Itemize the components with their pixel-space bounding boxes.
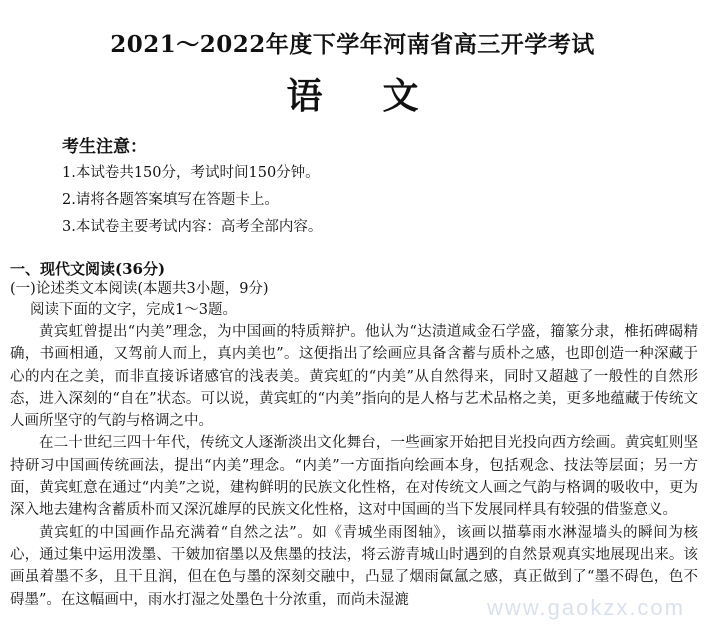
exam-title: 2021～2022年度下学年河南省高三开学考试 — [110, 31, 595, 58]
section-heading: 一、现代文阅读(36分) — [10, 260, 166, 278]
candidate-notice — [62, 134, 662, 241]
passage-paragraph: 在二十世纪三四十年代，传统文人逐渐淡出文化舞台，一些画家开始把目光投向西方绘画。黄宾虹则坚持研习中国画传统画法，提出“内美”理念。“内美”一方面指向绘画本身，包括观念、技法等层面；另一方面，黄宾虹意在通过“内美”之说，建构鲜明的民族文化性格，在对传统文人画之气韵与格调的吸收中，更为深入地去建构含蓄质朴而又深沉雄厚的民族文化性格，这对中国画的当下发展同样具有较强的借鉴意义。 — [10, 435, 698, 519]
passage-paragraph: 黄宾虹的中国画作品充满着“自然之法”。如《青城坐雨图轴》，该画以描摹雨水淋湿墙头的瞬间为核心，通过集中运用泼墨、干皴加宿墨以及焦墨的技法，将云游青城山时遇到的自然景观真实地展现出来。该画虽着墨不多，且干且润，但在色与墨的深刻交融中，凸显了烟雨氤氲之感，真正做到了“墨不碍色，色不碍墨”。在这幅画中，雨水打湿之处墨色十分浓重，而尚未湿漉 — [10, 524, 698, 608]
reading-instruction: 阅读下面的文字，完成1～3题。 — [30, 302, 237, 318]
notice-item: 2.请将各题答案填写在答题卡上。 — [62, 192, 279, 208]
notice-heading: 考生注意： — [62, 137, 147, 157]
subsection-heading: (一)论述类文本阅读(本题共3小题，9分) — [10, 281, 269, 297]
notice-item: 3.本试卷主要考试内容：高考全部内容。 — [62, 219, 323, 235]
watermark: www.gaokzx.com — [487, 595, 685, 620]
notice-item: 1.本试卷共150分，考试时间150分钟。 — [62, 165, 320, 181]
reading-section — [10, 259, 700, 611]
subject-title: 语文 — [286, 75, 479, 117]
passage-paragraph: 黄宾虹曾提出“内美”理念，为中国画的特质辩护。他认为“达渍道咸金石学盛，籀篆分隶，椎拓碑碣精确，书画相通，又驾前人而上，真内美也”。这便指出了绘画应具备含蓄与质朴之感，也即创造一种深藏于心的内在之美，而非直接诉诸感官的浅表美。黄宾虹的“内美”从自然得来，同时又超越了一般性的自然形态，进入深刻的“自在”状态。可以说，黄宾虹的“内美”指向的是人格与艺术品格之美，更多地蕴藏于传统文人画所坚守的气韵与格调之中。 — [10, 324, 698, 430]
